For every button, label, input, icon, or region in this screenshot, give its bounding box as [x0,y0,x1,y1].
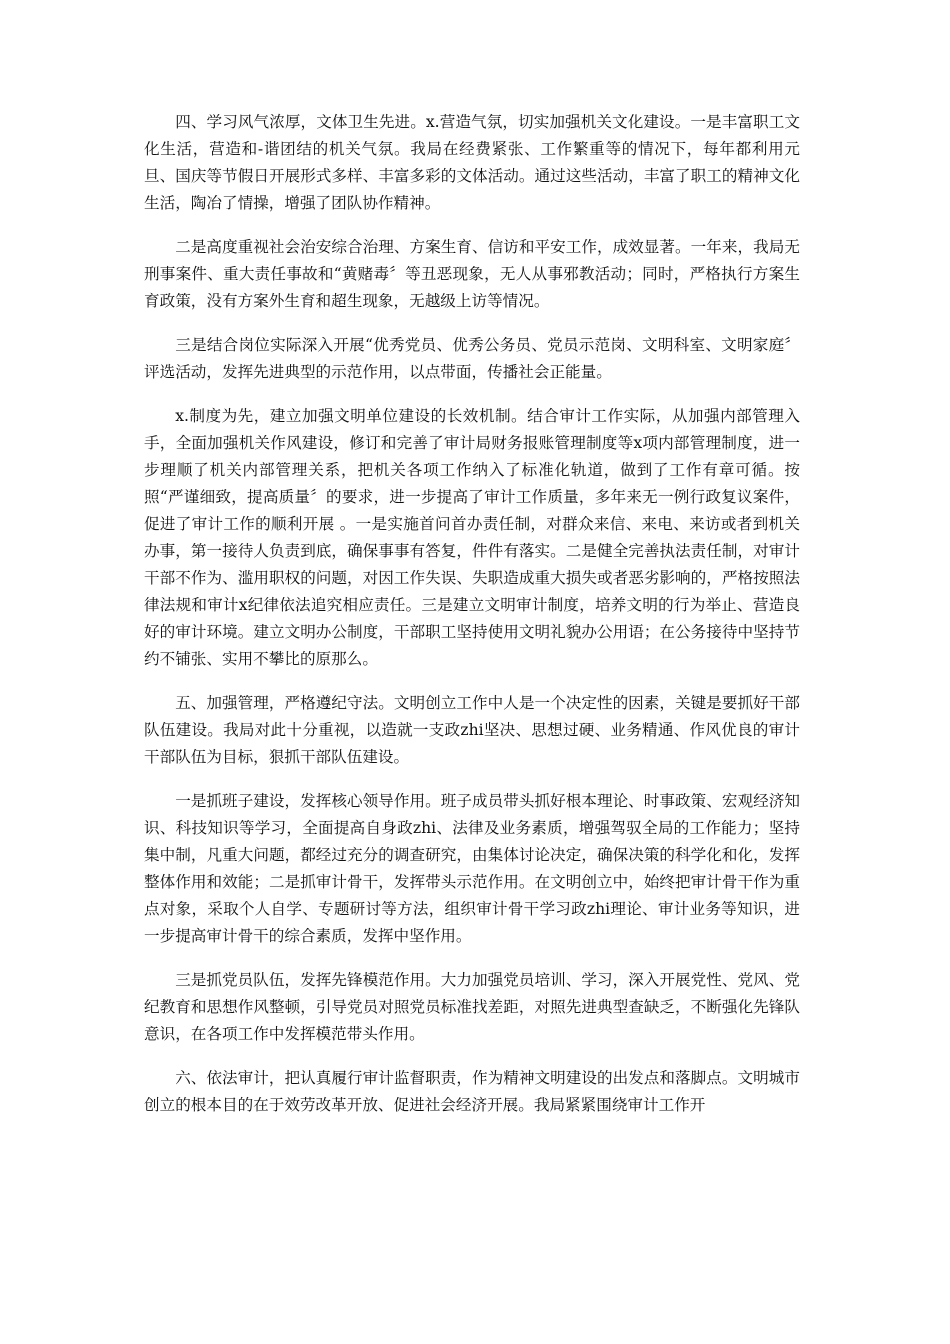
paragraph-5: 五、加强管理，严格遵纪守法。文明创立工作中人是一个决定性的因素，关键是要抓好干部队伍建设。我局对此十分重视，以造就一支政zhi坚决、思想过硬、业务精通、作风优良的审计干部队伍为目标，狠抓干部队伍建设。 [144,694,800,766]
paragraph-6: 一是抓班子建设，发挥核心领导作用。班子成员带头抓好根本理论、时事政策、宏观经济知识、科技知识等学习，全面提高自身政zhi、法律及业务素质，增强驾驭全局的工作能力；坚持集中制，凡重大问题，都经过充分的调查研究，由集体讨论决定，确保决策的科学化和化，发挥整体作用和效能；二是抓审计骨干，发挥带头示范作用。在文明创立中，始终把审计骨干作为重点对象，采取个人自学、专题研讨等方法，组织审计骨干学习政zhi理论、审计业务等知识，进一步提高审计骨干的综合素质，发挥中坚作用。 [144,792,800,945]
paragraph-2: 二是高度重视社会治安综合治理、方案生育、信访和平安工作，成效显著。一年来，我局无刑事案件、重大责任事故和“黄赌毒〞等丑恶现象，无人从事邪教活动；同时，严格执行方案生育政策，没有方案外生育和超生现象，无越级上访等情况。 [144,238,800,310]
paragraph-3: 三是结合岗位实际深入开展“优秀党员、优秀公务员、党员示范岗、文明科室、文明家庭〞评选活动，发挥先进典型的示范作用，以点带面，传播社会正能量。 [144,336,800,381]
paragraph-7: 三是抓党员队伍，发挥先锋模范作用。大力加强党员培训、学习，深入开展党性、党风、党纪教育和思想作风整顿，引导党员对照党员标准找差距，对照先进典型查缺乏，不断强化先锋队意识，在各项工作中发挥模范带头作用。 [144,971,800,1043]
paragraph-8: 六、依法审计，把认真履行审计监督职责，作为精神文明建设的出发点和落脚点。文明城市创立的根本目的在于效劳改革开放、促进社会经济开展。我局紧紧围绕审计工作开 [144,1069,800,1114]
document-body [144,109,800,1136]
paragraph-4: x.制度为先，建立加强文明单位建设的长效机制。结合审计工作实际，从加强内部管理入手，全面加强机关作风建设，修订和完善了审计局财务报账管理制度等x项内部管理制度，进一步理顺了机关内部管理关系，把机关各项工作纳入了标准化轨道，做到了工作有章可循。按照“严谨细致，提高质量〞的要求，进一步提高了审计工作质量，多年来无一例行政复议案件，促进了审计工作的顺利开展 。一是实施首问首办责任制，对群众来信、来电、来访或者到机关办事，第一接待人负责到底，确保事事有答复，件件有落实。二是健全完善执法责任制，对审计干部不作为、滥用职权的问题，对因工作失误、失职造成重大损失或者恶劣影响的，严格按照法律法规和审计x纪律依法追究相应责任。三是建立文明审计制度，培养文明的行为举止、营造良好的审计环境。建立文明办公制度，干部职工坚持使用文明礼貌办公用语；在公务接待中坚持节约不铺张、实用不攀比的原那么。 [144,407,800,668]
paragraph-1: 四、学习风气浓厚，文体卫生先进。x.营造气氛，切实加强机关文化建设。一是丰富职工文化生活，营造和-谐团结的机关气氛。我局在经费紧张、工作繁重等的情况下，每年都利用元旦、国庆等节假日开展形式多样、丰富多彩的文体活动。通过这些活动，丰富了职工的精神文化生活，陶冶了情操，增强了团队协作精神。 [144,113,800,212]
